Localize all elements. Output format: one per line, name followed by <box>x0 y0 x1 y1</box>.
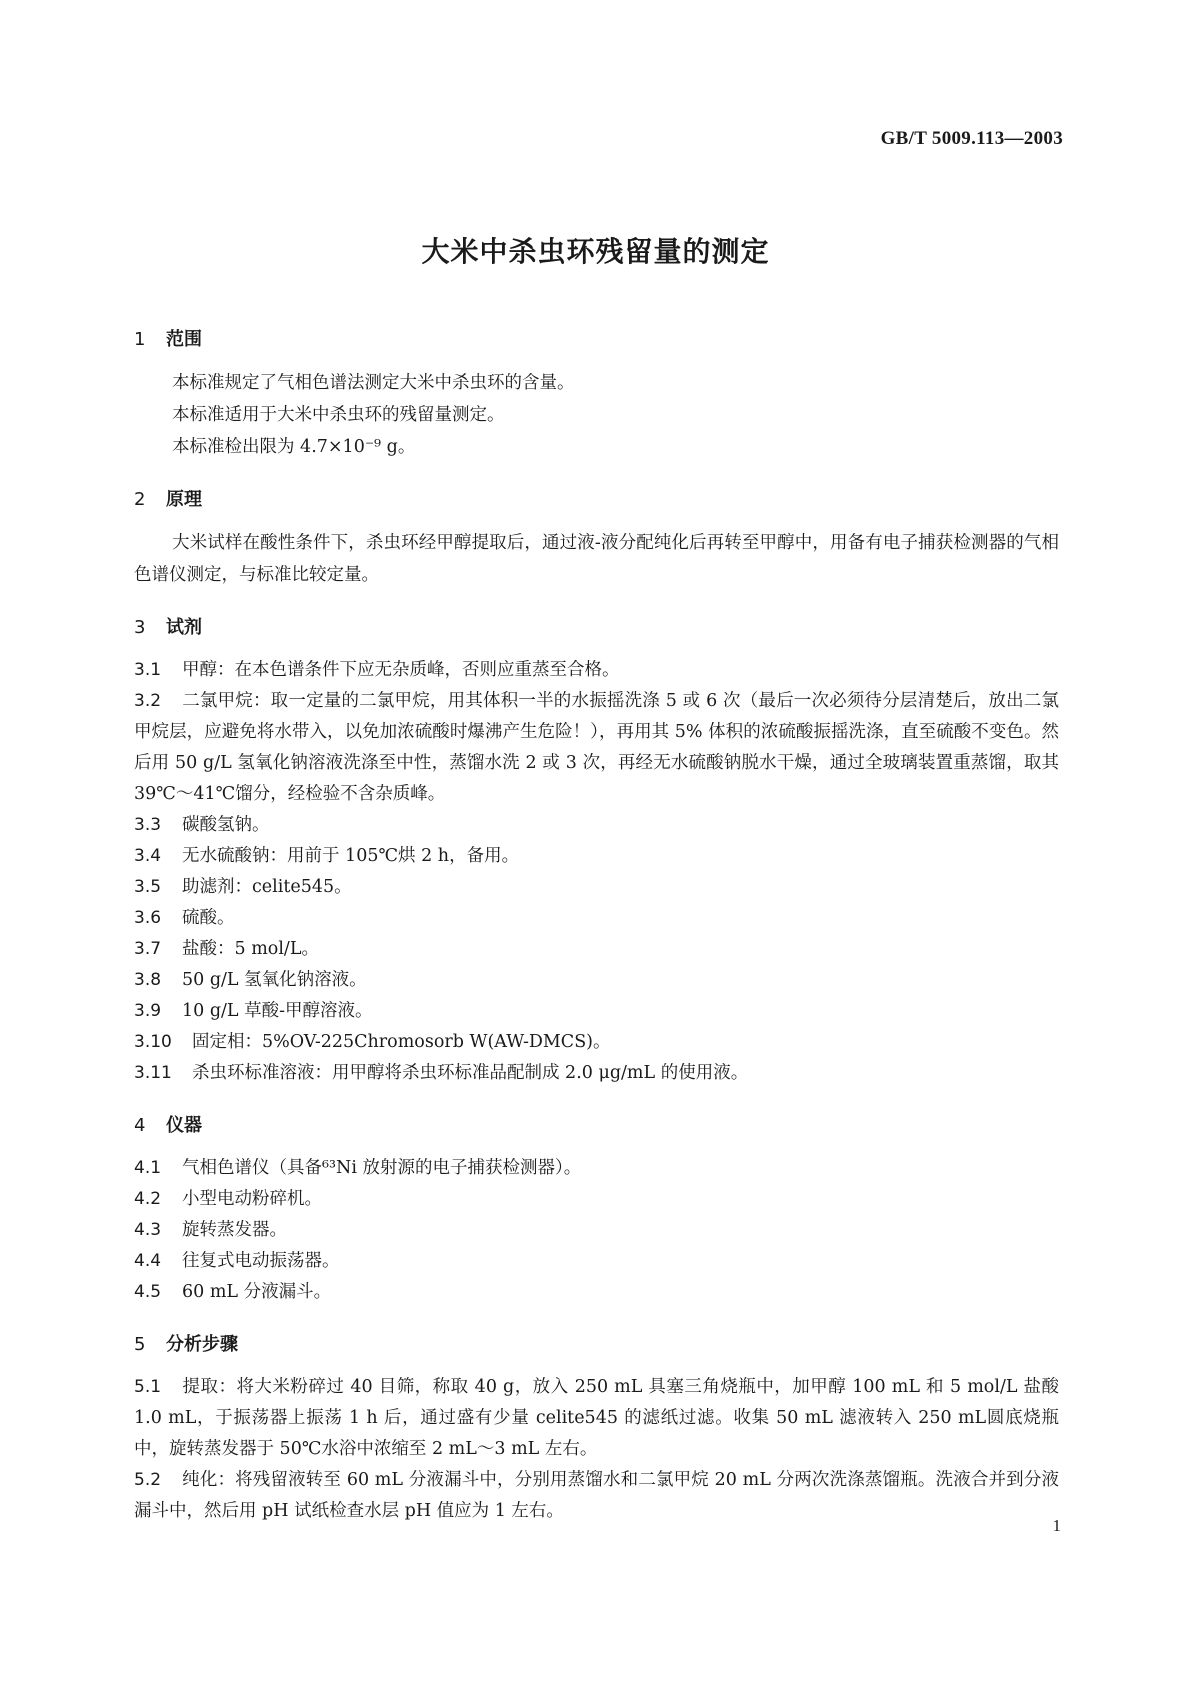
standard-code: GB/T 5009.113—2003 <box>880 128 1063 149</box>
section-title: 范围 <box>166 329 202 350</box>
item-number: 3.6 <box>134 908 162 928</box>
item-text: 提取：将大米粉碎过 40 目筛，称取 40 g，放入 250 mL 具塞三角烧瓶中，加甲醇 100 mL 和 5 mol/L 盐酸 1.0 mL，于振荡器上振荡 1 h 后，通过盛有少量 celite545 的滤纸过滤。收集 50 mL 滤液转入 250 mL圆底烧瓶中，旋转蒸发器于 50℃水浴中浓缩至 2 mL～3 mL 左右。 <box>134 1377 1059 1459</box>
item-text: 纯化：将残留液转至 60 mL 分液漏斗中，分别用蒸馏水和二氯甲烷 20 mL 分两次洗涤蒸馏瓶。洗液合并到分液漏斗中，然后用 pH 试纸检查水层 pH 值应为 1 左右。 <box>134 1470 1059 1521</box>
item-number: 4.5 <box>134 1282 162 1302</box>
item-text: 助滤剂：celite545。 <box>182 877 352 897</box>
item-text: 固定相：5%OV-225Chromosorb W(AW-DMCS)。 <box>192 1032 611 1052</box>
section-heading-scope <box>134 325 1059 355</box>
page-number: 1 <box>1052 1516 1061 1535</box>
list-item <box>134 1277 1059 1308</box>
list-item <box>134 1215 1059 1246</box>
list-item <box>134 1153 1059 1184</box>
item-text: 10 g/L 草酸-甲醇溶液。 <box>182 1001 373 1021</box>
list-item <box>134 965 1059 996</box>
section-title: 仪器 <box>166 1115 202 1136</box>
section-heading-apparatus <box>134 1111 1059 1141</box>
document-body <box>134 325 1059 1527</box>
list-item <box>134 1465 1059 1527</box>
item-text: 盐酸：5 mol/L。 <box>182 939 319 959</box>
section-title: 分析步骤 <box>166 1334 238 1355</box>
item-text: 无水硫酸钠：用前于 105℃烘 2 h，备用。 <box>182 846 520 866</box>
list-item <box>134 996 1059 1027</box>
section-title: 试剂 <box>166 617 202 638</box>
item-number: 4.2 <box>134 1189 162 1209</box>
list-item <box>134 872 1059 903</box>
item-number: 5.2 <box>134 1470 162 1490</box>
list-item <box>134 655 1059 686</box>
section-title: 原理 <box>166 489 202 510</box>
item-text: 二氯甲烷：取一定量的二氯甲烷，用其体积一半的水振摇洗涤 5 或 6 次（最后一次必须待分层清楚后，放出二氯甲烷层，应避免将水带入，以免加浓硫酸时爆沸产生危险！），再用其 5% 体积的浓硫酸振摇洗涤，直至硫酸不变色。然后用 50 g/L 氢氧化钠溶液洗涤至中性，蒸馏水洗 2 或 3 次，再经无水硫酸钠脱水干燥，通过全玻璃装置重蒸馏，取其 39℃～41℃馏分，经检验不含杂质峰。 <box>134 691 1059 804</box>
item-text: 60 mL 分液漏斗。 <box>182 1282 332 1302</box>
list-item <box>134 934 1059 965</box>
page-title: 大米中杀虫环残留量的测定 <box>421 235 770 268</box>
section-number: 4 <box>134 1115 146 1136</box>
item-number: 3.3 <box>134 815 162 835</box>
list-item <box>134 1027 1059 1058</box>
paragraph: 本标准适用于大米中杀虫环的残留量测定。 <box>172 405 505 425</box>
item-number: 3.2 <box>134 691 162 711</box>
list-item <box>134 686 1059 810</box>
item-text: 硫酸。 <box>182 908 235 928</box>
item-number: 3.11 <box>134 1063 172 1083</box>
list-item <box>134 1372 1059 1465</box>
item-number: 3.1 <box>134 660 162 680</box>
paragraph: 本标准检出限为 4.7×10⁻⁹ g。 <box>172 437 416 457</box>
list-item <box>134 841 1059 872</box>
item-number: 3.4 <box>134 846 162 866</box>
item-number: 3.9 <box>134 1001 162 1021</box>
item-number: 4.3 <box>134 1220 162 1240</box>
section-number: 1 <box>134 329 146 350</box>
item-text: 小型电动粉碎机。 <box>182 1189 322 1209</box>
section-number: 3 <box>134 617 146 638</box>
item-number: 3.5 <box>134 877 162 897</box>
item-text: 气相色谱仪（具备⁶³Ni 放射源的电子捕获检测器）。 <box>182 1158 582 1178</box>
item-number: 3.7 <box>134 939 162 959</box>
list-item <box>134 810 1059 841</box>
item-number: 3.10 <box>134 1032 172 1052</box>
list-item <box>134 1058 1059 1089</box>
item-text: 50 g/L 氢氧化钠溶液。 <box>182 970 367 990</box>
section-heading-procedure <box>134 1330 1059 1360</box>
item-text: 甲醇：在本色谱条件下应无杂质峰，否则应重蒸至合格。 <box>182 660 620 680</box>
paragraph: 本标准规定了气相色谱法测定大米中杀虫环的含量。 <box>172 373 575 393</box>
item-number: 5.1 <box>134 1377 162 1397</box>
item-text: 往复式电动振荡器。 <box>182 1251 340 1271</box>
list-item <box>134 1184 1059 1215</box>
paragraph: 大米试样在酸性条件下，杀虫环经甲醇提取后，通过液-液分配纯化后再转至甲醇中，用备有电子捕获检测器的气相色谱仪测定，与标准比较定量。 <box>134 533 1059 585</box>
list-item <box>134 1246 1059 1277</box>
item-number: 4.4 <box>134 1251 162 1271</box>
section-number: 2 <box>134 489 146 510</box>
item-text: 杀虫环标准溶液：用甲醇将杀虫环标准品配制成 2.0 μg/mL 的使用液。 <box>192 1063 749 1083</box>
item-number: 4.1 <box>134 1158 162 1178</box>
section-heading-reagents <box>134 613 1059 643</box>
section-number: 5 <box>134 1334 146 1355</box>
item-text: 旋转蒸发器。 <box>182 1220 287 1240</box>
section-heading-principle <box>134 485 1059 515</box>
item-number: 3.8 <box>134 970 162 990</box>
list-item <box>134 903 1059 934</box>
item-text: 碳酸氢钠。 <box>182 815 270 835</box>
